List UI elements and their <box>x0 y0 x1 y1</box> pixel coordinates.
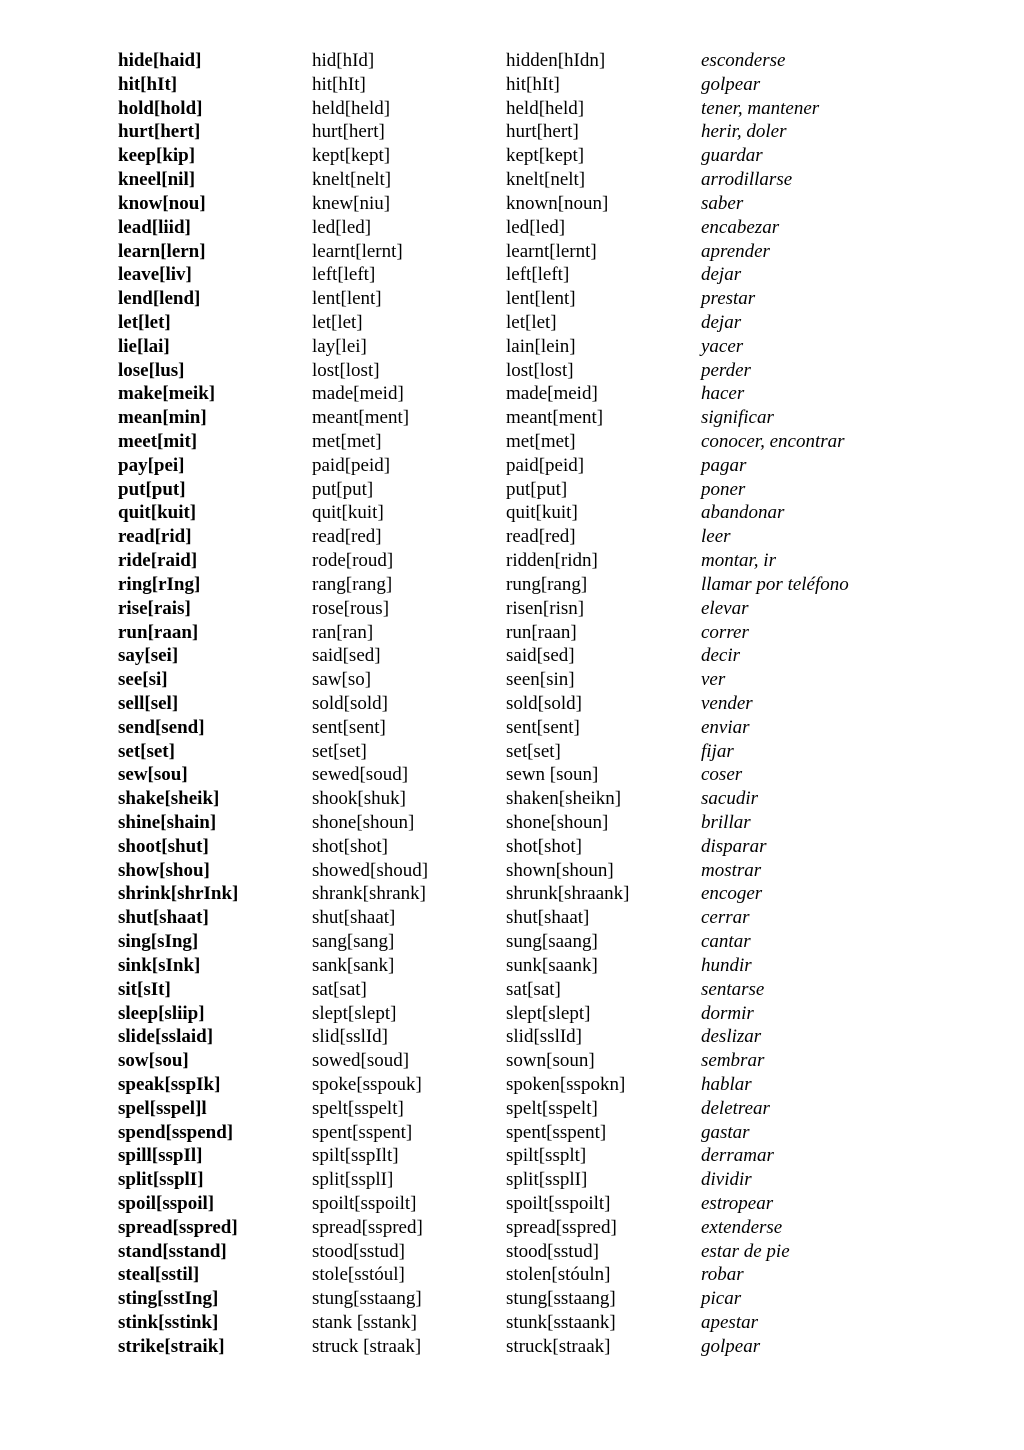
table-row <box>118 1049 898 1073</box>
verb-past-participle: seen[sin] <box>506 669 575 691</box>
verb-past-simple: knelt[nelt] <box>312 169 392 191</box>
verb-past-simple: met[met] <box>312 431 382 452</box>
verb-past-participle: shown[shoun] <box>506 859 614 881</box>
table-row <box>118 811 898 835</box>
table-row <box>118 192 898 216</box>
verb-past-simple: hurt[hert] <box>312 121 385 143</box>
verb-past-participle: risen[risn] <box>506 597 585 619</box>
verb-infinitive: make[meik] <box>118 383 216 405</box>
table-row <box>118 240 898 264</box>
verb-past-participle: slept[slept] <box>506 1002 591 1024</box>
verb-past-participle: spoken[sspokn] <box>506 1073 626 1095</box>
table-row <box>118 406 898 430</box>
table-row <box>118 740 898 764</box>
verb-past-simple: rang[rang] <box>312 573 393 595</box>
verb-spanish-translation: deletrear <box>701 1097 770 1119</box>
verb-past-simple: shut[shaat] <box>312 907 396 929</box>
verb-past-participle: set[set] <box>506 740 561 762</box>
verb-spanish-translation: sentarse <box>701 978 765 1000</box>
table-row <box>118 1240 898 1264</box>
table-row <box>118 882 898 906</box>
verb-infinitive: hit[hIt] <box>118 73 178 95</box>
verb-spanish-translation: fijar <box>701 740 734 762</box>
verb-past-participle: meant[ment] <box>506 407 604 429</box>
table-row <box>118 716 898 740</box>
verb-infinitive: stand[sstand] <box>118 1240 227 1262</box>
verb-past-participle: held[held] <box>506 97 585 119</box>
verb-infinitive: slide[sslaid] <box>118 1026 214 1048</box>
verb-past-participle: read[red] <box>506 526 576 548</box>
verb-past-simple: shook[shuk] <box>312 788 406 810</box>
verb-infinitive: shine[shain] <box>118 812 217 833</box>
verb-spanish-translation: vender <box>701 692 753 714</box>
verb-past-participle: shot[shot] <box>506 835 582 857</box>
verb-past-participle: stung[sstaang] <box>506 1288 616 1310</box>
verb-infinitive: know[nou] <box>118 192 206 214</box>
verb-past-participle: shut[shaat] <box>506 907 590 929</box>
verb-past-simple: said[sed] <box>312 645 381 667</box>
verb-infinitive: shrink[shrInk] <box>118 883 239 905</box>
verb-infinitive: sing[sIng] <box>118 931 199 953</box>
verb-past-participle: knelt[nelt] <box>506 169 586 191</box>
verb-past-participle: hurt[hert] <box>506 121 579 143</box>
verb-past-simple: spoilt[sspoilt] <box>312 1193 417 1214</box>
verb-past-participle: ridden[ridn] <box>506 550 598 572</box>
verb-past-participle: hidden[hIdn] <box>506 50 606 71</box>
table-row <box>118 359 898 383</box>
verb-past-participle: sunk[saank] <box>506 954 598 976</box>
verb-spanish-translation: dormir <box>701 1002 754 1024</box>
verb-spanish-translation: herir, doler <box>701 121 787 143</box>
verb-past-participle: rung[rang] <box>506 573 588 595</box>
table-row <box>118 835 898 859</box>
table-row <box>118 1168 898 1192</box>
verb-spanish-translation: golpear <box>701 73 761 95</box>
verb-past-participle: slid[sslId] <box>506 1026 582 1048</box>
table-row <box>118 573 898 597</box>
verb-spanish-translation: arrodillarse <box>701 169 793 191</box>
table-row <box>118 978 898 1002</box>
verb-infinitive: spend[sspend] <box>118 1121 234 1143</box>
verb-spanish-translation: perder <box>701 359 751 381</box>
table-row <box>118 1263 898 1287</box>
verb-infinitive: say[sei] <box>118 645 179 667</box>
verb-spanish-translation: poner <box>701 478 746 500</box>
verb-infinitive: spread[sspred] <box>118 1216 238 1238</box>
verb-past-simple: rode[roud] <box>312 550 394 572</box>
table-row <box>118 1144 898 1168</box>
table-row <box>118 644 898 668</box>
table-row <box>118 263 898 287</box>
verb-infinitive: strike[straik] <box>118 1335 225 1357</box>
verb-spanish-translation: extenderse <box>701 1216 783 1238</box>
verb-past-simple: stole[sstóul] <box>312 1264 405 1286</box>
verb-spanish-translation: mostrar <box>701 859 762 881</box>
table-row <box>118 501 898 525</box>
verb-infinitive: hide[haid] <box>118 50 202 71</box>
verb-infinitive: shoot[shut] <box>118 835 209 857</box>
verb-past-simple: slept[slept] <box>312 1002 397 1024</box>
verb-infinitive: lose[lus] <box>118 359 185 381</box>
verb-infinitive: send[send] <box>118 716 205 738</box>
verb-past-simple: let[let] <box>312 311 363 333</box>
verb-past-participle: left[left] <box>506 264 570 286</box>
verb-past-participle: spelt[sspelt] <box>506 1097 598 1119</box>
verb-past-participle: sold[sold] <box>506 692 582 714</box>
verb-past-simple: sewed[soud] <box>312 764 409 786</box>
verb-past-simple: made[meid] <box>312 383 404 405</box>
verb-infinitive: set[set] <box>118 740 175 762</box>
verb-infinitive: sink[sInk] <box>118 954 201 976</box>
verb-past-participle: led[led] <box>506 216 566 238</box>
table-row <box>118 1097 898 1121</box>
verb-past-participle: spent[sspent] <box>506 1121 607 1143</box>
verb-spanish-translation: guardar <box>701 145 763 167</box>
verb-past-simple: set[set] <box>312 740 367 762</box>
verb-past-participle: quit[kuit] <box>506 502 578 524</box>
verb-spanish-translation: dejar <box>701 264 742 286</box>
table-row <box>118 382 898 406</box>
verb-past-simple: read[red] <box>312 526 382 548</box>
verb-spanish-translation: abandonar <box>701 502 785 524</box>
verb-past-simple: paid[peid] <box>312 454 391 476</box>
verb-spanish-translation: decir <box>701 645 741 667</box>
table-row <box>118 430 898 454</box>
verb-infinitive: kneel[nil] <box>118 169 196 191</box>
table-row <box>118 692 898 716</box>
verb-infinitive: sow[sou] <box>118 1050 189 1072</box>
verb-past-simple: kept[kept] <box>312 145 391 167</box>
verb-spanish-translation: leer <box>701 526 731 548</box>
verb-past-simple: split[ssplI] <box>312 1169 394 1191</box>
table-row <box>118 525 898 549</box>
verb-past-participle: kept[kept] <box>506 145 585 167</box>
verb-past-participle: sat[sat] <box>506 978 561 1000</box>
table-row <box>118 1192 898 1216</box>
verb-past-participle: stolen[stóuln] <box>506 1264 611 1286</box>
verb-infinitive: keep[kip] <box>118 145 196 167</box>
verb-infinitive: put[put] <box>118 478 186 500</box>
verb-past-simple: spoke[sspouk] <box>312 1073 422 1095</box>
verb-infinitive: read[rid] <box>118 526 192 548</box>
verb-past-simple: knew[niu] <box>312 192 391 214</box>
verb-spanish-translation: saber <box>701 192 744 214</box>
verb-past-simple: sang[sang] <box>312 931 395 953</box>
verb-spanish-translation: robar <box>701 1264 744 1286</box>
verb-past-simple: shrank[shrank] <box>312 883 426 905</box>
table-row <box>118 478 898 502</box>
verb-past-simple: stood[sstud] <box>312 1240 405 1262</box>
verb-past-participle: sown[soun] <box>506 1050 595 1072</box>
verb-spanish-translation: golpear <box>701 1335 761 1357</box>
table-row <box>118 1216 898 1240</box>
verb-past-participle: split[ssplI] <box>506 1169 588 1191</box>
verb-infinitive: sting[sstIng] <box>118 1288 219 1310</box>
verb-past-participle: stunk[sstaank] <box>506 1312 616 1334</box>
verb-past-simple: showed[shoud] <box>312 859 429 881</box>
verb-past-simple: stung[sstaang] <box>312 1288 422 1310</box>
verb-past-participle: shaken[sheikn] <box>506 788 622 810</box>
verb-past-simple: shone[shoun] <box>312 812 415 833</box>
verb-infinitive: spel[sspel]l <box>118 1097 207 1119</box>
verb-past-simple: lost[lost] <box>312 359 380 381</box>
verb-infinitive: ride[raid] <box>118 550 198 572</box>
verb-spanish-translation: dividir <box>701 1169 752 1191</box>
verb-spanish-translation: tener, mantener <box>701 97 820 119</box>
table-row <box>118 930 898 954</box>
table-row <box>118 73 898 97</box>
table-row <box>118 97 898 121</box>
verb-spanish-translation: enviar <box>701 716 750 738</box>
table-row <box>118 1073 898 1097</box>
verb-past-participle: said[sed] <box>506 645 575 667</box>
table-row <box>118 287 898 311</box>
verb-infinitive: spoil[sspoil] <box>118 1193 215 1214</box>
verb-spanish-translation: apestar <box>701 1312 758 1334</box>
verb-infinitive: rise[rais] <box>118 597 191 619</box>
verb-past-simple: left[left] <box>312 264 376 286</box>
verb-spanish-translation: pagar <box>701 454 747 476</box>
verb-infinitive: split[ssplI] <box>118 1169 204 1191</box>
verb-spanish-translation: brillar <box>701 812 751 833</box>
verb-infinitive: mean[min] <box>118 407 207 429</box>
verb-past-simple: quit[kuit] <box>312 502 384 524</box>
verb-spanish-translation: ver <box>701 669 726 691</box>
verb-past-participle: struck[straak] <box>506 1335 611 1357</box>
verb-past-simple: meant[ment] <box>312 407 410 429</box>
verb-spanish-translation: estropear <box>701 1193 774 1214</box>
verb-spanish-translation: picar <box>701 1288 742 1310</box>
verb-spanish-translation: yacer <box>701 335 744 357</box>
verb-past-participle: paid[peid] <box>506 454 585 476</box>
verb-past-simple: spelt[sspelt] <box>312 1097 404 1119</box>
verb-infinitive: let[let] <box>118 311 171 333</box>
verb-spanish-translation: montar, ir <box>701 550 776 572</box>
table-row <box>118 120 898 144</box>
verb-past-simple: hid[hId] <box>312 50 375 71</box>
verb-past-simple: stank [sstank] <box>312 1312 418 1334</box>
table-row <box>118 668 898 692</box>
verb-past-simple: sank[sank] <box>312 954 395 976</box>
verb-spanish-translation: hundir <box>701 954 752 976</box>
verb-past-simple: shot[shot] <box>312 835 388 857</box>
verb-spanish-translation: hablar <box>701 1073 752 1095</box>
verb-spanish-translation: deslizar <box>701 1026 762 1048</box>
verb-infinitive: lend[lend] <box>118 288 201 310</box>
verb-past-participle: shone[shoun] <box>506 812 609 833</box>
verb-infinitive: steal[sstil] <box>118 1264 200 1286</box>
verb-past-participle: hit[hIt] <box>506 73 560 95</box>
verb-spanish-translation: aprender <box>701 240 770 262</box>
table-row <box>118 787 898 811</box>
verb-past-participle: run[raan] <box>506 621 577 643</box>
verb-infinitive: sew[sou] <box>118 764 188 786</box>
verb-past-participle: learnt[lernt] <box>506 240 597 262</box>
verb-infinitive: learn[lern] <box>118 240 206 262</box>
verb-past-simple: rose[rous] <box>312 597 390 619</box>
table-row <box>118 1002 898 1026</box>
irregular-verbs-table <box>118 49 898 1359</box>
verb-spanish-translation: significar <box>701 407 774 429</box>
verb-spanish-translation: coser <box>701 764 743 786</box>
table-row <box>118 49 898 73</box>
table-row <box>118 1287 898 1311</box>
verb-spanish-translation: sembrar <box>701 1050 765 1072</box>
table-row <box>118 168 898 192</box>
verb-spanish-translation: elevar <box>701 597 749 619</box>
verb-past-simple: spilt[sspIlt] <box>312 1145 399 1167</box>
verb-past-simple: led[led] <box>312 216 372 238</box>
table-row <box>118 954 898 978</box>
table-row <box>118 1025 898 1049</box>
verb-spanish-translation: cerrar <box>701 907 750 929</box>
table-row <box>118 549 898 573</box>
verb-past-participle: met[met] <box>506 431 576 452</box>
verb-spanish-translation: cantar <box>701 931 751 953</box>
verb-infinitive: sell[sel] <box>118 692 179 714</box>
verb-past-participle: sent[sent] <box>506 716 580 738</box>
verb-past-simple: hit[hIt] <box>312 73 366 95</box>
verb-past-participle: spoilt[sspoilt] <box>506 1193 611 1214</box>
verb-spanish-translation: correr <box>701 621 749 643</box>
table-row <box>118 859 898 883</box>
table-row <box>118 1311 898 1335</box>
verb-spanish-translation: derramar <box>701 1145 774 1167</box>
verb-past-simple: lent[lent] <box>312 288 382 310</box>
verb-past-simple: spent[sspent] <box>312 1121 413 1143</box>
verb-past-participle: sewn [soun] <box>506 764 599 786</box>
verb-past-participle: let[let] <box>506 311 557 333</box>
verb-past-participle: lost[lost] <box>506 359 574 381</box>
verb-infinitive: stink[sstink] <box>118 1312 219 1334</box>
verb-past-simple: sat[sat] <box>312 978 367 1000</box>
verb-infinitive: see[si] <box>118 669 168 691</box>
verb-infinitive: shake[sheik] <box>118 788 220 810</box>
table-row <box>118 144 898 168</box>
table-row <box>118 1121 898 1145</box>
verb-past-simple: held[held] <box>312 97 391 119</box>
verb-past-participle: made[meid] <box>506 383 598 405</box>
verb-spanish-translation: encabezar <box>701 216 780 238</box>
verb-past-participle: put[put] <box>506 478 568 500</box>
verb-infinitive: meet[mit] <box>118 431 198 452</box>
verb-infinitive: hurt[hert] <box>118 121 201 143</box>
table-row <box>118 335 898 359</box>
verb-past-simple: lay[lei] <box>312 335 367 357</box>
verb-infinitive: show[shou] <box>118 859 210 881</box>
verb-infinitive: run[raan] <box>118 621 199 643</box>
verb-past-simple: put[put] <box>312 478 374 500</box>
table-row <box>118 763 898 787</box>
verb-infinitive: hold[hold] <box>118 97 203 119</box>
table-row <box>118 906 898 930</box>
verb-past-participle: lain[lein] <box>506 335 576 357</box>
verb-past-participle: spilt[ssplt] <box>506 1145 587 1167</box>
table-row <box>118 621 898 645</box>
table-row <box>118 454 898 478</box>
verb-spanish-translation: encoger <box>701 883 763 905</box>
verb-spanish-translation: conocer, encontrar <box>701 431 845 452</box>
verb-spanish-translation: gastar <box>701 1121 750 1143</box>
verb-spanish-translation: prestar <box>701 288 756 310</box>
table-row <box>118 311 898 335</box>
verb-infinitive: sleep[sliip] <box>118 1002 205 1024</box>
verb-past-simple: spread[sspred] <box>312 1216 423 1238</box>
verb-past-simple: ran[ran] <box>312 621 374 643</box>
verb-infinitive: lie[lai] <box>118 335 170 357</box>
verb-infinitive: leave[liv] <box>118 264 192 286</box>
verb-past-simple: saw[so] <box>312 669 372 691</box>
verb-past-simple: sold[sold] <box>312 692 388 714</box>
verb-infinitive: speak[sspIk] <box>118 1073 221 1095</box>
verb-spanish-translation: sacudir <box>701 788 758 810</box>
verb-infinitive: spill[sspIl] <box>118 1145 203 1167</box>
verb-past-simple: struck [straak] <box>312 1335 422 1357</box>
verb-infinitive: pay[pei] <box>118 454 185 476</box>
verb-spanish-translation: estar de pie <box>701 1240 790 1262</box>
table-row <box>118 1335 898 1359</box>
verb-spanish-translation: disparar <box>701 835 767 857</box>
verb-spanish-translation: dejar <box>701 311 742 333</box>
verb-infinitive: shut[shaat] <box>118 907 209 929</box>
verb-past-participle: stood[sstud] <box>506 1240 599 1262</box>
table-row <box>118 597 898 621</box>
verb-spanish-translation: esconderse <box>701 50 786 71</box>
verb-infinitive: sit[sIt] <box>118 978 171 1000</box>
verb-past-participle: sung[saang] <box>506 931 598 953</box>
verb-past-participle: shrunk[shraank] <box>506 883 630 905</box>
verb-past-participle: known[noun] <box>506 192 609 214</box>
table-row <box>118 216 898 240</box>
verb-past-simple: sowed[soud] <box>312 1050 410 1072</box>
verb-past-simple: sent[sent] <box>312 716 386 738</box>
verb-past-simple: learnt[lernt] <box>312 240 403 262</box>
verb-spanish-translation: hacer <box>701 383 745 405</box>
verb-past-participle: lent[lent] <box>506 288 576 310</box>
verb-infinitive: quit[kuit] <box>118 502 197 524</box>
verb-spanish-translation: llamar por teléfono <box>701 573 849 595</box>
verb-past-simple: slid[sslId] <box>312 1026 388 1048</box>
verb-infinitive: ring[rIng] <box>118 573 201 595</box>
verb-past-participle: spread[sspred] <box>506 1216 617 1238</box>
verb-infinitive: lead[liid] <box>118 216 191 238</box>
